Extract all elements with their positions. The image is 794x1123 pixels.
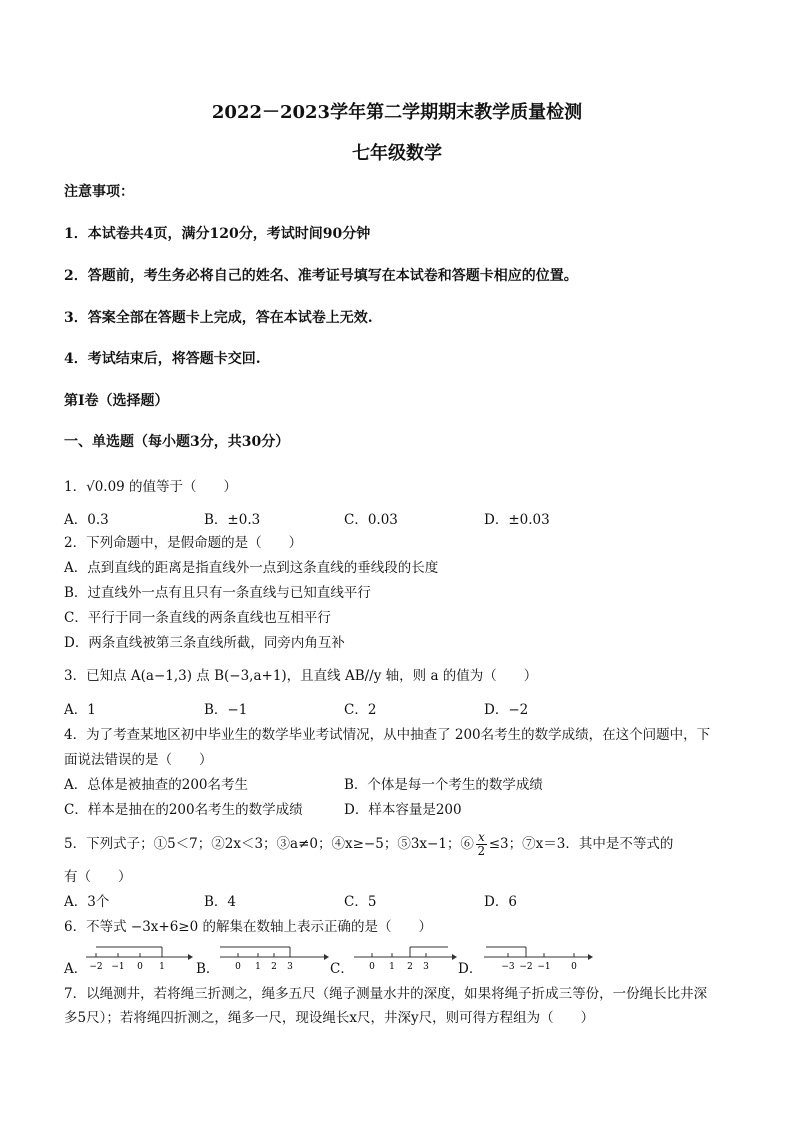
question-6-option-a: A． [64, 961, 88, 977]
question-3-option-d: D．−2 [484, 702, 529, 718]
axis-label: −1 [537, 962, 551, 972]
question-3-stem: 3．已知点 A(a−1,3) 点 B(−3,a+1)，且直线 AB//y 轴，则 a 的值为（ ） [64, 668, 538, 684]
question-1-option-d: D．±0.03 [484, 512, 550, 528]
question-2-option-a: A．点到直线的距离是指直线外一点到这条直线的垂线段的长度 [64, 560, 439, 576]
question-7-stem-line-1: 7．以绳测井，若将绳三折测之，绳多五尺（绳子测量水井的深度，如果将绳子折成三等份，一份绳长比井深 [64, 986, 708, 1002]
section-single-choice: 一、单选题（每小题3分，共30分） [64, 434, 290, 450]
fraction-denominator: 2 [477, 844, 486, 858]
question-1-option-b: B．±0.3 [204, 512, 261, 528]
question-4-option-b: B．个体是每一个考生的数学成绩 [344, 777, 543, 793]
question-6-option-b: B． [196, 961, 220, 977]
axis-label: 0 [369, 962, 375, 972]
axis-label: 3 [287, 962, 293, 972]
question-5-option-b: B．4 [204, 894, 237, 910]
question-1-option-a: A．0.3 [64, 512, 109, 528]
fraction [476, 831, 487, 858]
question-2-option-b: B．过直线外一点有且只有一条直线与已知直线平行 [64, 585, 371, 601]
axis-label: 1 [255, 962, 261, 972]
axis-label: 0 [235, 962, 241, 972]
question-1-stem: 1．√0.09 的值等于（ ） [64, 479, 238, 495]
number-line-c [352, 943, 458, 973]
exam-title: 2022－2023学年第二学期期末教学质量检测 [211, 102, 583, 123]
axis-label: −1 [111, 962, 125, 972]
axis-label: 3 [423, 962, 429, 972]
question-3-option-c: C．2 [344, 702, 377, 718]
notice-item-3: 3．答案全部在答题卡上完成，答在本试卷上无效. [64, 310, 373, 326]
axis-label: −3 [501, 962, 515, 972]
axis-label: 0 [137, 962, 143, 972]
fraction-numerator: x [477, 830, 485, 844]
exam-subtitle: 七年级数学 [352, 143, 442, 164]
notice-item-4: 4．考试结束后，将答题卡交回. [64, 351, 261, 367]
question-2-option-c: C．平行于同一条直线的两条直线也互相平行 [64, 610, 331, 626]
question-7-stem-line-2: 多5尺）；若将绳四折测之，绳多一尺，现设绳长x尺，井深y尺，则可得方程组为（ ） [64, 1010, 595, 1026]
axis-label: −2 [89, 962, 103, 972]
notice-heading: 注意事项： [64, 184, 134, 200]
number-line-b [218, 943, 330, 973]
question-4-option-d: D．样本容量是200 [344, 802, 462, 818]
axis-label: 0 [571, 962, 577, 972]
question-5-stem-head: 5．下列式子；①5＜7；②2x＜3；③a≠0；④x≥−5；⑤3x−1；⑥ [64, 836, 474, 852]
section-volume-one: 第I卷（选择题） [64, 393, 169, 409]
question-6-option-c: C． [330, 961, 354, 977]
question-5-option-d: D．6 [484, 894, 517, 910]
axis-label: 1 [389, 962, 395, 972]
question-5-option-c: C．5 [344, 894, 377, 910]
question-3-option-a: A．1 [64, 702, 96, 718]
question-4-option-a: A．总体是被抽查的200名考生 [64, 777, 249, 793]
notice-item-1: 1．本试卷共4页，满分120分，考试时间90分钟 [64, 226, 371, 242]
question-3-option-b: B．−1 [204, 702, 248, 718]
axis-label: 2 [271, 962, 277, 972]
question-2-stem: 2．下列命题中，是假命题的是（ ） [64, 535, 303, 551]
question-2-option-d: D．两条直线被第三条直线所截，同旁内角互补 [64, 635, 345, 651]
question-4-option-c: C．样本是抽在的200名考生的数学成绩 [64, 802, 303, 818]
question-6-option-d: D． [458, 961, 483, 977]
question-6-stem: 6．不等式 −3x+6≥0 的解集在数轴上表示正确的是（ ） [64, 919, 432, 935]
notice-item-2: 2．答题前，考生务必将自己的姓名、准考证号填写在本试卷和答题卡相应的位置。 [64, 268, 578, 284]
question-4-stem-line-2: 面说法错误的是（ ） [64, 752, 213, 768]
number-line-d [482, 943, 594, 973]
question-5-stem-tail: ≤3；⑦x＝3．其中是不等式的 [488, 836, 674, 852]
question-4-stem-line-1: 4．为了考查某地区初中毕业生的数学毕业考试情况，从中抽查了 200名考生的数学成绩，在这个问题中，下 [64, 727, 711, 743]
axis-label: −2 [519, 962, 533, 972]
number-line-a [84, 943, 194, 973]
question-5-option-a: A．3个 [64, 894, 110, 910]
question-5-stem-line-1 [64, 831, 673, 858]
axis-label: 1 [159, 962, 165, 972]
question-1-option-c: C．0.03 [344, 512, 398, 528]
axis-label: 2 [407, 962, 413, 972]
question-5-stem-line-2: 有（ ） [64, 869, 132, 885]
